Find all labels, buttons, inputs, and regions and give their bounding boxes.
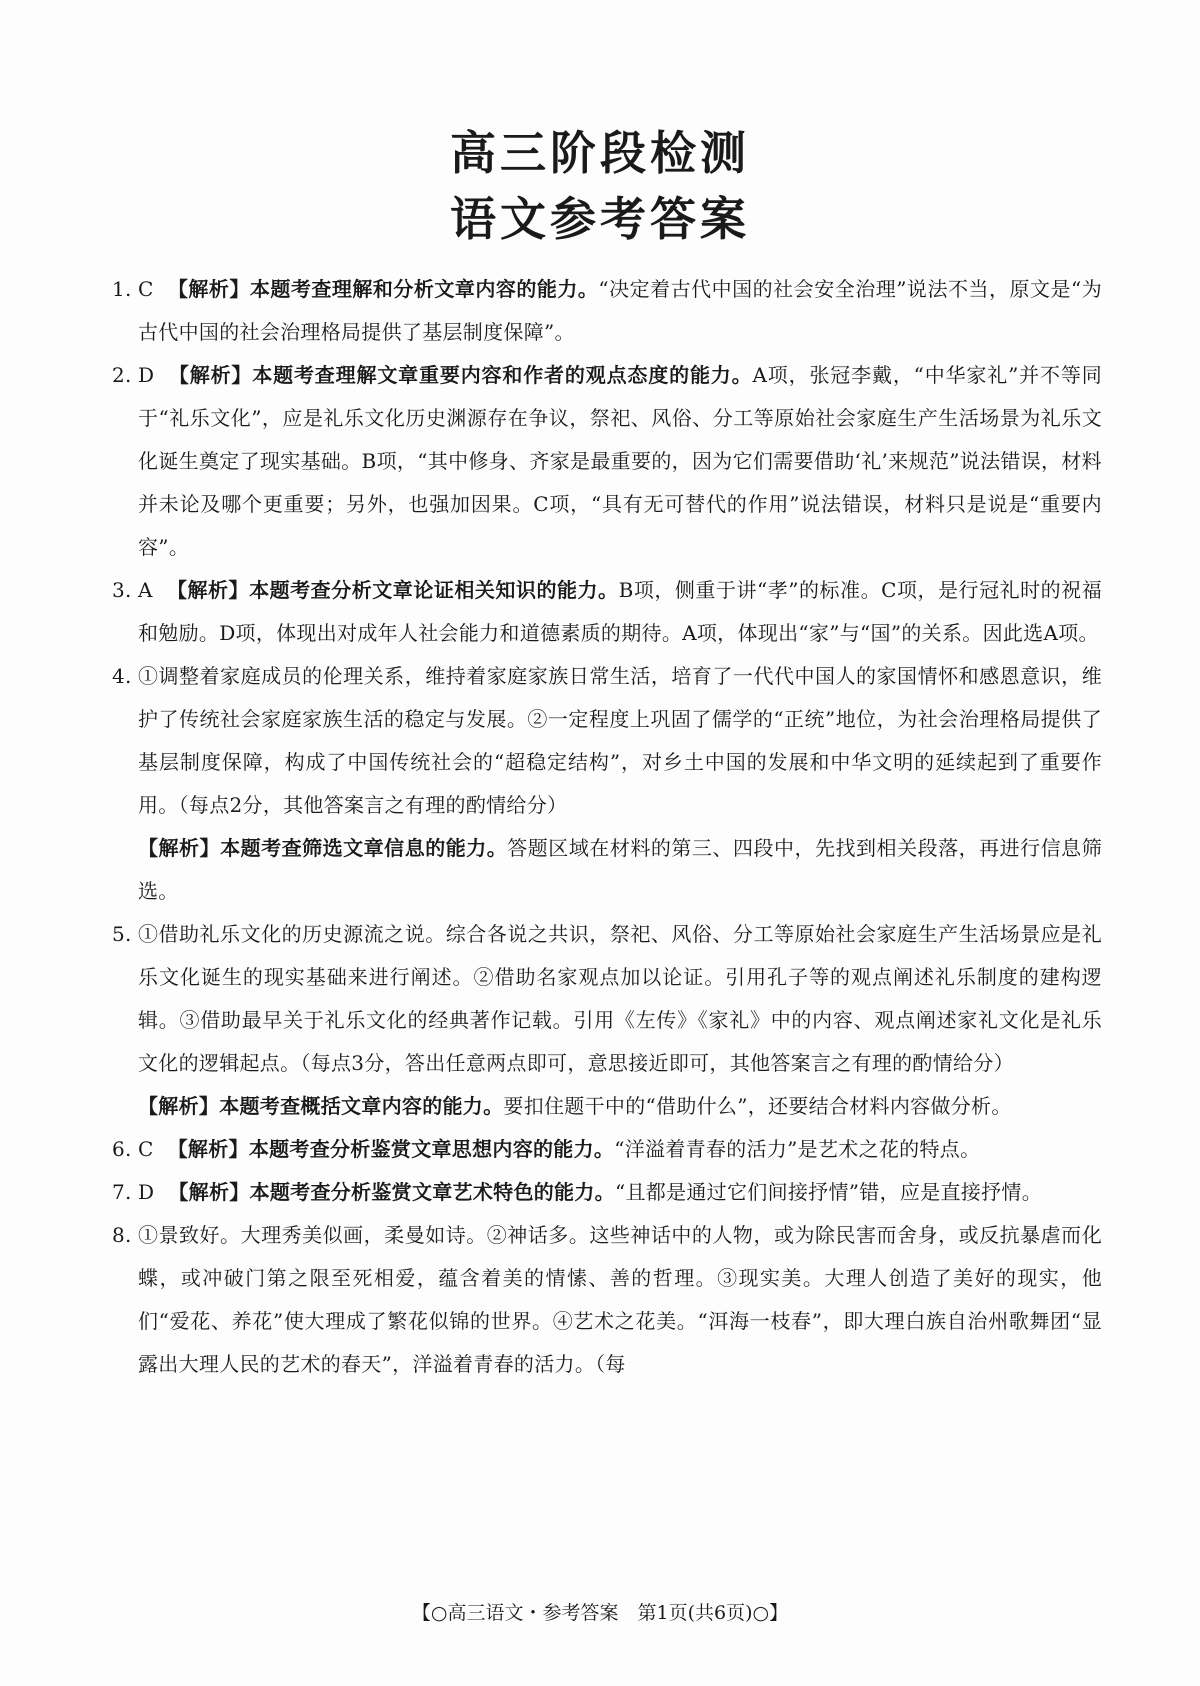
analysis-tag: 【解析】 bbox=[138, 1094, 220, 1118]
item-number: 5. bbox=[112, 922, 132, 946]
analysis-tag: 【解析】 bbox=[166, 578, 250, 602]
analysis-lead: 本题考查分析文章论证相关知识的能力。 bbox=[249, 578, 619, 602]
answer-item-1 bbox=[112, 268, 1102, 354]
page-title: 高三阶段检测 bbox=[450, 126, 750, 180]
analysis-lead: 本题考查分析鉴赏文章思想内容的能力。 bbox=[248, 1137, 615, 1161]
item-number: 4. bbox=[112, 664, 132, 688]
item-number: 2. bbox=[112, 363, 132, 387]
answer-item-7 bbox=[112, 1171, 1102, 1214]
analysis-text: “洋溢着青春的活力”是艺术之花的特点。 bbox=[614, 1137, 981, 1161]
item-answer: C bbox=[138, 1137, 154, 1161]
page-footer: 【○高三语文・参考答案 第1页(共6页)○】 bbox=[411, 1602, 789, 1624]
analysis-lead: 本题考查概括文章内容的能力。 bbox=[219, 1094, 504, 1118]
analysis-note-4 bbox=[112, 827, 1102, 913]
item-answer: D bbox=[138, 1180, 155, 1204]
item-number: 3. bbox=[112, 578, 132, 602]
analysis-text: A项，张冠李戴，“中华家礼”并不等同于“礼乐文化”，应是礼乐文化历史渊源存在争议，祭祀、风俗、分工等原始社会家庭生产生活场景为礼乐文化诞生奠定了现实基础。B项，“其中修身、齐家是最重要的，因为它们需要借助‘礼’来规范”说法错误，材料并未论及哪个更重要；另外，也强加因果。C项，“具有无可替代的作用”说法错误，材料只是说是“重要内容”。 bbox=[138, 363, 1102, 559]
analysis-lead: 本题考查理解和分析文章内容的能力。 bbox=[249, 277, 599, 301]
answer-body: ①调整着家庭成员的伦理关系，维持着家庭家族日常生活，培育了一代代中国人的家国情怀和感恩意识，维护了传统社会家庭家族生活的稳定与发展。②一定程度上巩固了儒学的“正统”地位，为社会治理格局提供了基层制度保障，构成了中国传统社会的“超稳定结构”，对乡土中国的发展和中华文明的延续起到了重要作用。（每点2分，其他答案言之有理的酌情给分） bbox=[138, 664, 1102, 817]
analysis-lead: 本题考查理解文章重要内容和作者的观点态度的能力。 bbox=[252, 363, 753, 387]
answer-item-8 bbox=[112, 1214, 1102, 1386]
analysis-lead: 本题考查分析鉴赏文章艺术特色的能力。 bbox=[249, 1180, 615, 1204]
answer-body: ①景致好。大理秀美似画，柔曼如诗。②神话多。这些神话中的人物，或为除民害而舍身，或反抗暴虐而化蝶，或冲破门第之限至死相爱，蕴含着美的情愫、善的哲理。③现实美。大理人创造了美好的现实，他们“爱花、养花”使大理成了繁花似锦的世界。④艺术之花美。“洱海一枝春”，即大理白族自治州歌舞团“显露出大理人民的艺术的春天”，洋溢着青春的活力。（每 bbox=[138, 1223, 1102, 1376]
item-answer: C bbox=[138, 277, 154, 301]
item-number: 8. bbox=[112, 1223, 132, 1247]
analysis-lead: 本题考查筛选文章信息的能力。 bbox=[220, 836, 508, 860]
analysis-text: 要扣住题干中的“借助什么”，还要结合材料内容做分析。 bbox=[503, 1094, 1012, 1118]
analysis-tag: 【解析】 bbox=[138, 836, 221, 860]
analysis-tag: 【解析】 bbox=[167, 277, 250, 301]
item-number: 6. bbox=[112, 1137, 132, 1161]
analysis-tag: 【解析】 bbox=[168, 363, 253, 387]
analysis-text: “且都是通过它们间接抒情”错，应是直接抒情。 bbox=[614, 1180, 1043, 1204]
answer-item-3 bbox=[112, 569, 1102, 655]
analysis-tag: 【解析】 bbox=[167, 1137, 249, 1161]
analysis-text: 答题区域在材料的第三、四段中，先找到相关段落，再进行信息筛选。 bbox=[138, 836, 1103, 903]
item-answer: A bbox=[138, 578, 153, 602]
item-answer: D bbox=[138, 363, 155, 387]
analysis-note-5 bbox=[112, 1085, 1102, 1128]
answer-body: ①借助礼乐文化的历史源流之说。综合各说之共识，祭祀、风俗、分工等原始社会家庭生产生活场景应是礼乐文化诞生的现实基础来进行阐述。②借助名家观点加以论证。引用孔子等的观点阐述礼乐制度的建构逻辑。③借助最早关于礼乐文化的经典著作记载。引用《左传》《家礼》中的内容、观点阐述家礼文化是礼乐文化的逻辑起点。（每点3分，答出任意两点即可，意思接近即可，其他答案言之有理的酌情给分） bbox=[138, 922, 1102, 1075]
page-subtitle: 语文参考答案 bbox=[450, 192, 750, 246]
analysis-text: B项，侧重于讲“孝”的标准。C项，是行冠礼时的祝福和勉励。D项，体现出对成年人社会能力和道德素质的期待。A项，体现出“家”与“国”的关系。因此选A项。 bbox=[138, 578, 1102, 645]
item-number: 1. bbox=[112, 277, 132, 301]
answer-item-4 bbox=[112, 655, 1102, 827]
item-number: 7. bbox=[112, 1180, 132, 1204]
analysis-tag: 【解析】 bbox=[168, 1180, 250, 1204]
answer-item-6 bbox=[112, 1128, 1102, 1171]
answer-item-2 bbox=[112, 354, 1102, 569]
answer-list bbox=[112, 268, 1102, 1386]
answer-item-5 bbox=[112, 913, 1102, 1085]
analysis-text: “决定着古代中国的社会安全治理”说法不当，原文是“为古代中国的社会治理格局提供了基层制度保障”。 bbox=[138, 277, 1102, 344]
